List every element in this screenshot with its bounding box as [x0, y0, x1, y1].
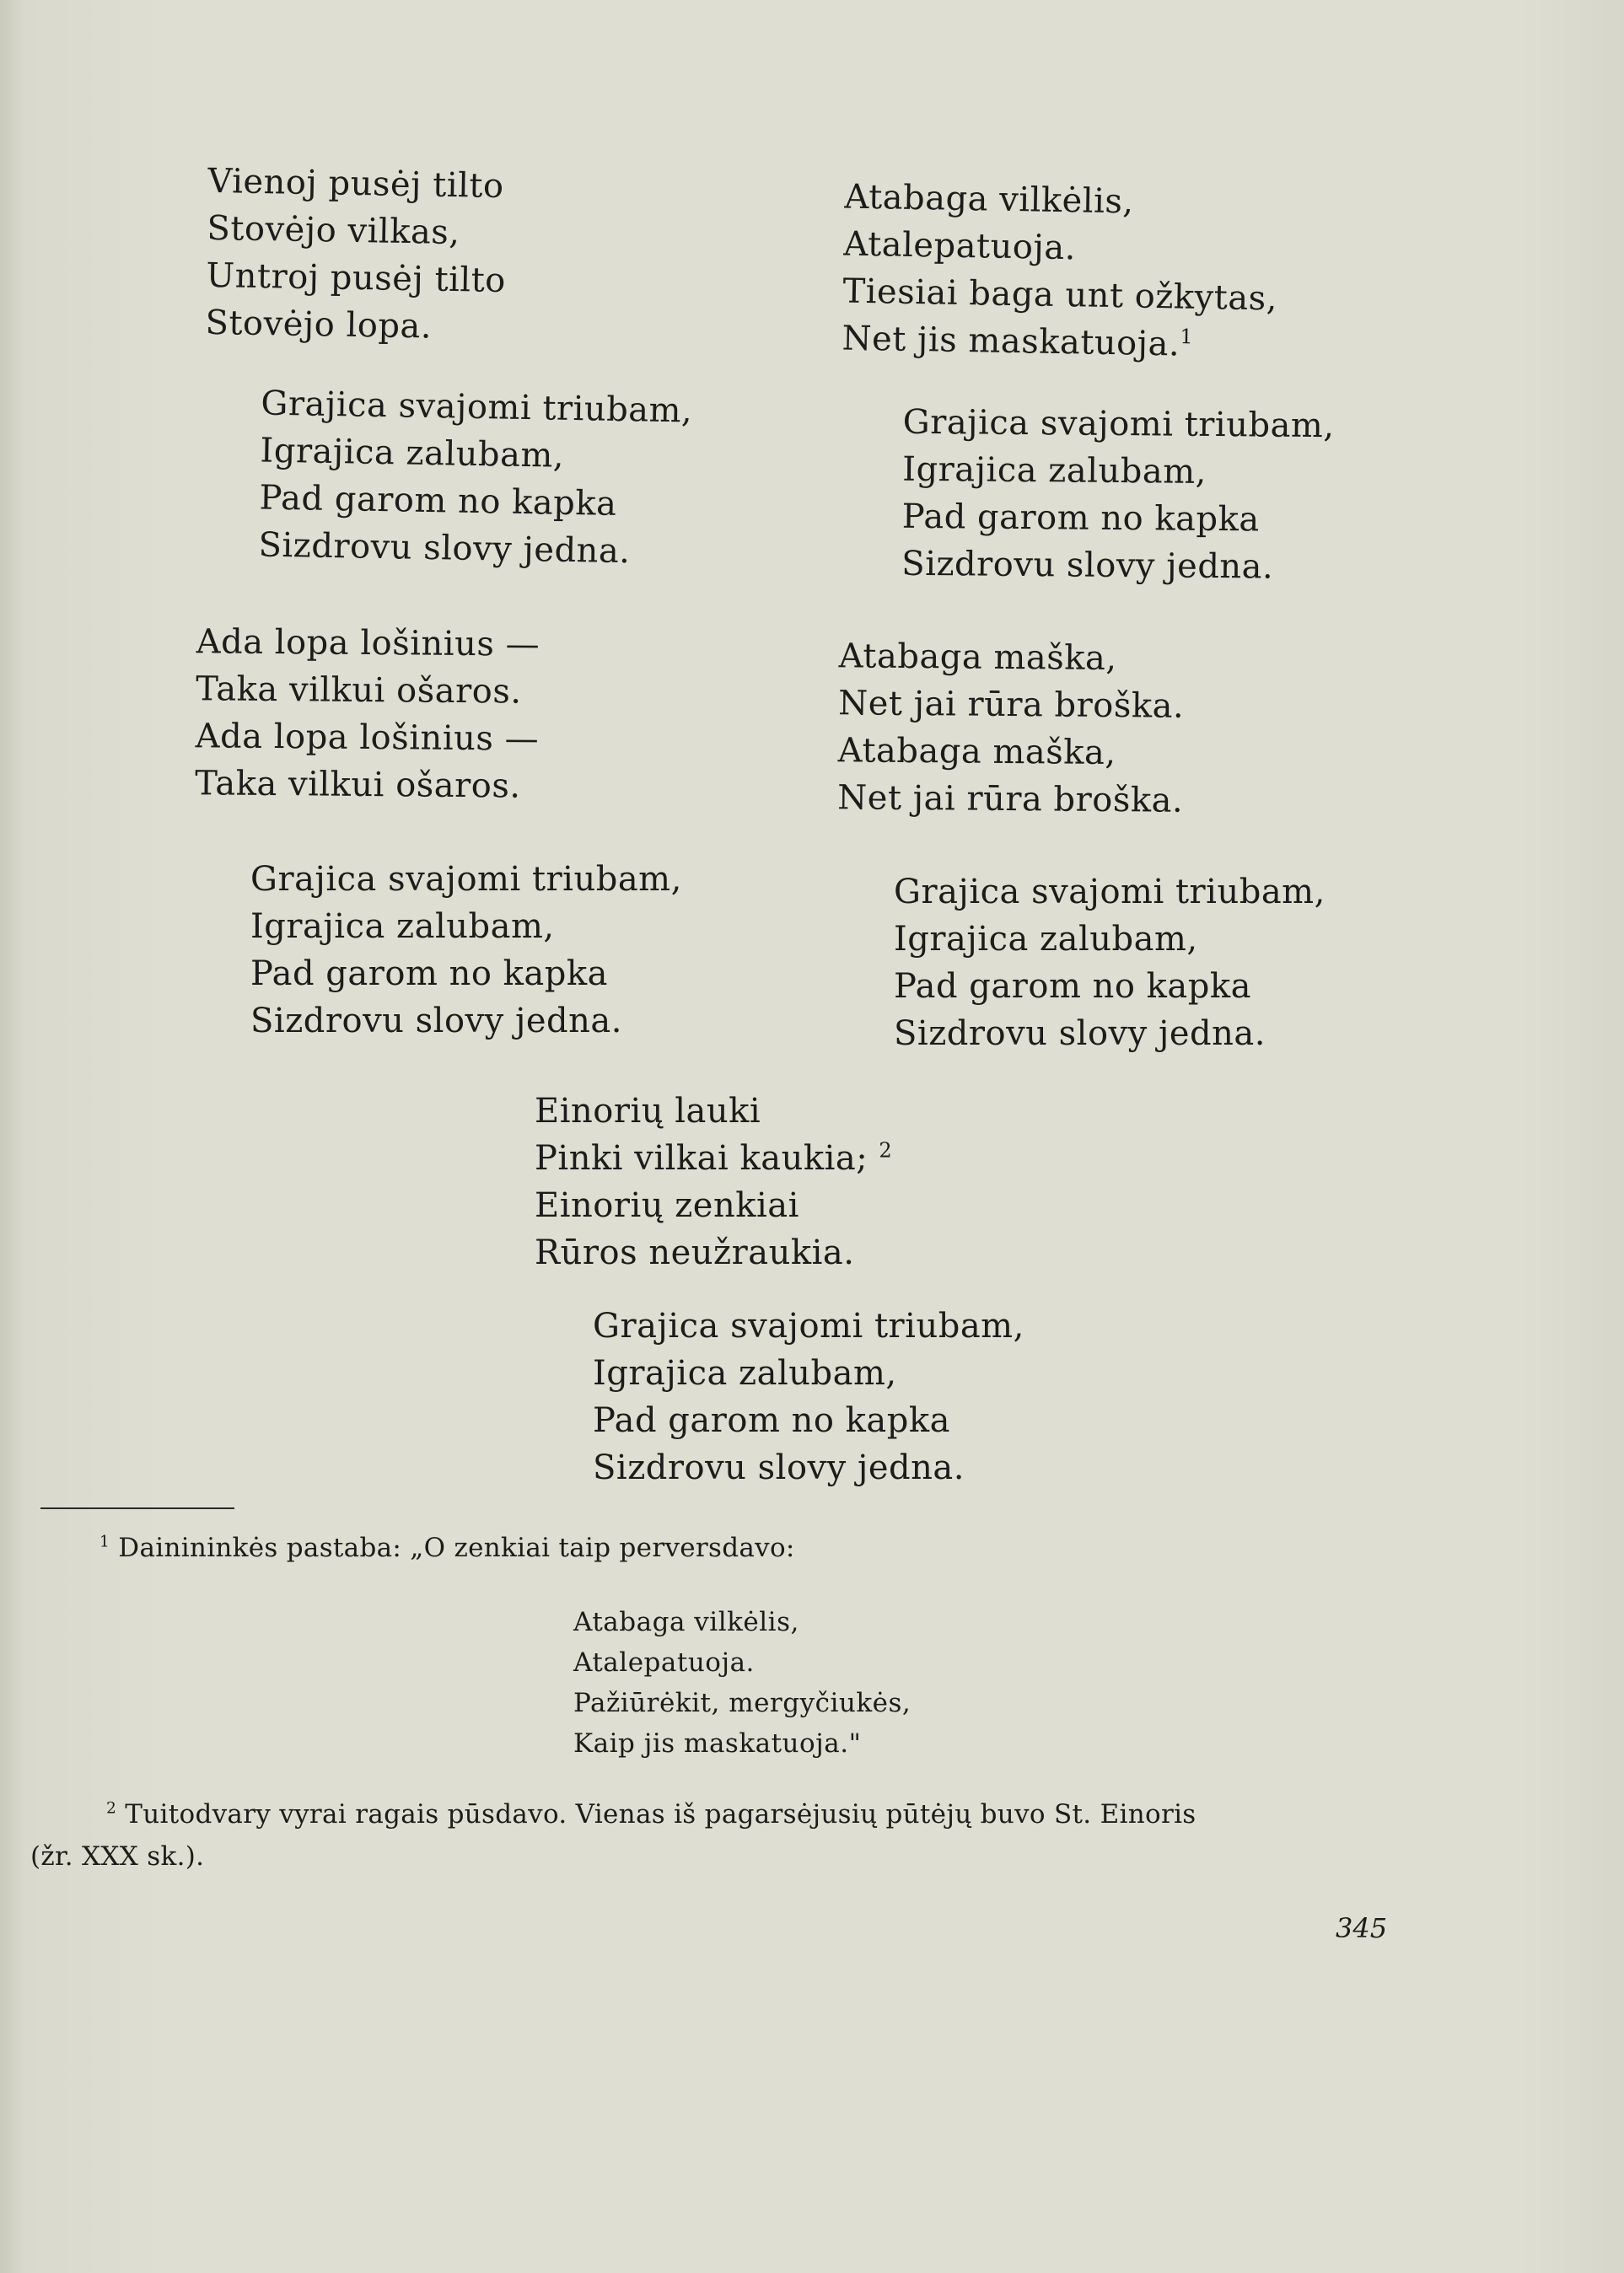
stanza-7 [837, 632, 1185, 825]
verse-line: Rūros neužraukia. [535, 1233, 855, 1272]
verse-line: Pinki vilkai kaukia; $^2$ [535, 1138, 893, 1178]
verse-line: Igrajica zalubam, [250, 907, 555, 946]
stanza-6-refrain [901, 399, 1335, 591]
verse-line: Sizdrovu slovy jedna. [894, 1014, 1266, 1053]
verse-line: Igrajica zalubam, [260, 431, 565, 476]
verse-line: Sizdrovu slovy jedna. [250, 1002, 622, 1040]
verse-line: Grajica svajomi triubam, [261, 384, 693, 431]
verse-line: Net jai rūra broška. [837, 778, 1184, 820]
page-number: 345 [1336, 1912, 1388, 1944]
verse-line: Igrajica zalubam, [593, 1354, 897, 1393]
verse-line: Grajica svajomi triubam, [250, 860, 682, 899]
verse-line: Atabaga maška, [838, 637, 1117, 679]
footnote-divider [40, 1507, 234, 1509]
quote-line: Pažiūrėkit, mergyčiukės, [573, 1688, 911, 1718]
footnote-2 [106, 1796, 1196, 1833]
verse-line: Pad garom no kapka [894, 967, 1251, 1006]
verse-line: Stovėjo vilkas, [207, 208, 460, 253]
footnote-text: (žr. XXX sk.). [30, 1841, 205, 1872]
verse-line: Atabaga vilkėlis, [844, 177, 1135, 222]
quote-line: Atalepatuoja. [573, 1647, 755, 1678]
verse-line: Grajica svajomi triubam, [902, 402, 1335, 446]
footnote-1 [99, 1529, 795, 1566]
stanza-9 [535, 1088, 892, 1276]
verse-line: Net jai rūra broška. [838, 684, 1185, 726]
footnote-text: Tuitodvary vyrai ragais pūsdavo. Vienas iš pagarsėjusių pūtėjų buvo St. Einoris [125, 1799, 1196, 1830]
quote-line: Kaip jis maskatuoja." [573, 1728, 862, 1759]
verse-line: Einorių zenkiai [535, 1186, 799, 1225]
footnote-ref-2: 2 [879, 1138, 893, 1163]
verse-line: Stovėjo lopa. [205, 303, 433, 347]
footnote-text: Dainininkės pastaba: „O zenkiai taip perversdavo: [118, 1533, 795, 1563]
verse-line: Tiesiai baga unt ožkytas, [842, 271, 1278, 319]
verse-line: Taka vilkui ošaros. [195, 764, 521, 806]
verse-line: Untroj pusėj tilto [206, 255, 507, 301]
verse-line: Ada lopa lošinius — [195, 717, 540, 759]
verse-line: Pad garom no kapka [593, 1401, 950, 1440]
quote-line: Atabaga vilkėlis, [573, 1607, 799, 1637]
verse-line: Sizdrovu slovy jedna. [901, 544, 1274, 587]
stanza-8-refrain [894, 868, 1326, 1057]
verse-line: Sizdrovu slovy jedna. [593, 1448, 965, 1487]
stanza-2-refrain [258, 380, 693, 577]
verse-line: Ada lopa lošinius — [196, 622, 540, 664]
verse-line: Einorių lauki [535, 1092, 761, 1131]
verse-line: Net jis maskatuoja.$^1$ [842, 319, 1194, 364]
verse-line: Pad garom no kapka [250, 954, 608, 993]
verse-line: Grajica svajomi triubam, [593, 1307, 1024, 1346]
stanza-1 [205, 158, 508, 352]
verse-line: Taka vilkui ošaros. [196, 669, 522, 712]
verse-line: Sizdrovu slovy jedna. [258, 525, 631, 572]
verse-line: Atabaga maška, [837, 731, 1116, 773]
footnote-2-continuation [30, 1838, 204, 1875]
footnote-ref-1: 1 [1180, 325, 1194, 349]
stanza-4-refrain [250, 856, 682, 1045]
verse-line: Pad garom no kapka [901, 497, 1260, 540]
stanza-10-refrain [593, 1303, 1024, 1491]
footnote-marker: 1 [99, 1533, 110, 1551]
verse-line: Grajica svajomi triubam, [894, 873, 1326, 911]
stanza-3 [195, 618, 540, 810]
verse-line: Vienoj pusėj tilto [207, 161, 504, 207]
verse-line: Igrajica zalubam, [894, 920, 1198, 959]
verse-line: Pad garom no kapka [259, 478, 617, 524]
verse-line: Igrajica zalubam, [902, 449, 1207, 492]
footnote-marker: 2 [106, 1799, 117, 1818]
verse-line: Atalepatuoja. [843, 224, 1077, 268]
footnote-1-quote [573, 1602, 911, 1764]
stanza-5 [842, 174, 1279, 370]
